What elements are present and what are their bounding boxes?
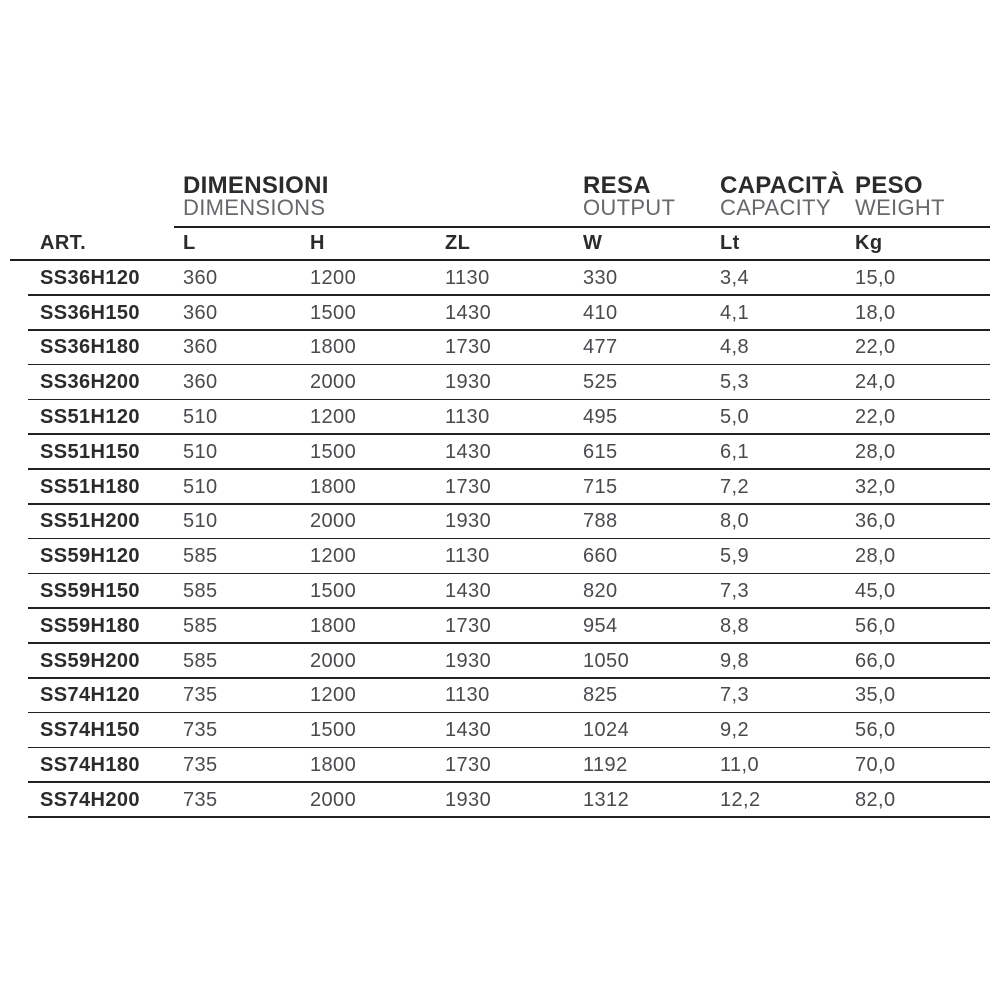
- cell-l: 735: [183, 684, 218, 707]
- table-row: [10, 470, 990, 505]
- cell-kg: 70,0: [855, 754, 896, 777]
- cell-w: 477: [583, 336, 618, 359]
- cell-zl: 1430: [445, 301, 492, 324]
- cell-h: 1800: [310, 754, 357, 777]
- group-label-secondary: OUTPUT: [583, 195, 676, 220]
- cell-kg: 22,0: [855, 406, 896, 429]
- cell-w: 954: [583, 614, 618, 637]
- cell-art: SS36H120: [40, 266, 140, 289]
- cell-l: 360: [183, 371, 218, 394]
- cell-kg: 22,0: [855, 336, 896, 359]
- cell-l: 510: [183, 510, 218, 533]
- cell-art: SS36H200: [40, 371, 140, 394]
- cell-w: 525: [583, 371, 618, 394]
- cell-zl: 1930: [445, 788, 492, 811]
- cell-art: SS36H150: [40, 301, 140, 324]
- cell-h: 2000: [310, 649, 357, 672]
- cell-art: SS59H150: [40, 580, 140, 603]
- cell-lt: 9,8: [720, 649, 750, 672]
- cell-kg: 18,0: [855, 301, 896, 324]
- cell-kg: 32,0: [855, 475, 896, 498]
- table-row: [10, 261, 990, 296]
- column-header-w: W: [583, 232, 603, 254]
- group-header-row: [10, 174, 990, 228]
- cell-lt: 5,3: [720, 371, 750, 394]
- table-row: [10, 644, 990, 679]
- cell-l: 585: [183, 649, 218, 672]
- cell-h: 1200: [310, 684, 357, 707]
- cell-kg: 35,0: [855, 684, 896, 707]
- cell-h: 1200: [310, 406, 357, 429]
- cell-h: 1500: [310, 301, 357, 324]
- cell-h: 1200: [310, 545, 357, 568]
- cell-lt: 8,0: [720, 510, 750, 533]
- table-row: [10, 609, 990, 644]
- cell-w: 660: [583, 545, 618, 568]
- cell-kg: 56,0: [855, 719, 896, 742]
- cell-w: 1050: [583, 649, 630, 672]
- table-row: [10, 296, 990, 331]
- cell-lt: 11,0: [720, 754, 760, 777]
- table-row: [10, 679, 990, 714]
- group-label-primary: CAPACITÀ: [720, 172, 845, 199]
- cell-art: SS51H200: [40, 510, 140, 533]
- cell-lt: 6,1: [720, 440, 750, 463]
- cell-w: 788: [583, 510, 618, 533]
- cell-art: SS59H180: [40, 614, 140, 637]
- cell-zl: 1130: [445, 266, 490, 289]
- table-row: [10, 748, 990, 783]
- cell-l: 360: [183, 301, 218, 324]
- cell-h: 1800: [310, 475, 357, 498]
- table-row: [10, 365, 990, 400]
- cell-lt: 4,1: [720, 301, 750, 324]
- cell-kg: 45,0: [855, 580, 896, 603]
- table-row: [10, 400, 990, 435]
- cell-w: 615: [583, 440, 618, 463]
- table-row: [10, 713, 990, 748]
- cell-l: 585: [183, 614, 218, 637]
- column-header-lt: Lt: [720, 232, 740, 254]
- group-label-primary: PESO: [855, 172, 923, 199]
- cell-art: SS74H180: [40, 754, 140, 777]
- cell-h: 1500: [310, 719, 357, 742]
- cell-art: SS74H150: [40, 719, 140, 742]
- column-header-h: H: [310, 232, 325, 254]
- cell-l: 510: [183, 475, 218, 498]
- cell-h: 1500: [310, 580, 357, 603]
- cell-art: SS51H150: [40, 440, 140, 463]
- cell-h: 2000: [310, 371, 357, 394]
- cell-w: 410: [583, 301, 618, 324]
- cell-zl: 1930: [445, 371, 492, 394]
- cell-w: 825: [583, 684, 618, 707]
- cell-zl: 1130: [445, 545, 490, 568]
- group-header-rule: [174, 226, 990, 228]
- cell-h: 1800: [310, 336, 357, 359]
- cell-zl: 1730: [445, 336, 492, 359]
- cell-kg: 36,0: [855, 510, 896, 533]
- column-header-kg: Kg: [855, 232, 883, 254]
- cell-lt: 5,0: [720, 406, 750, 429]
- table-row: [10, 331, 990, 366]
- table-row: [10, 539, 990, 574]
- cell-zl: 1430: [445, 580, 492, 603]
- group-label-primary: DIMENSIONI: [183, 172, 329, 199]
- cell-lt: 7,3: [720, 580, 750, 603]
- cell-w: 1192: [583, 754, 628, 777]
- group-header-dimensions: [183, 174, 583, 219]
- cell-lt: 3,4: [720, 266, 750, 289]
- cell-kg: 15,0: [855, 266, 896, 289]
- cell-art: SS59H120: [40, 545, 140, 568]
- cell-zl: 1930: [445, 649, 492, 672]
- cell-kg: 56,0: [855, 614, 896, 637]
- cell-lt: 12,2: [720, 788, 761, 811]
- cell-w: 1312: [583, 788, 630, 811]
- cell-lt: 4,8: [720, 336, 750, 359]
- cell-l: 360: [183, 266, 218, 289]
- column-header-l: L: [183, 232, 196, 254]
- cell-art: SS74H200: [40, 788, 140, 811]
- cell-lt: 7,2: [720, 475, 750, 498]
- table-row: [10, 783, 990, 818]
- cell-zl: 1730: [445, 614, 492, 637]
- cell-w: 330: [583, 266, 618, 289]
- cell-l: 585: [183, 580, 218, 603]
- group-label-secondary: CAPACITY: [720, 195, 831, 220]
- cell-lt: 9,2: [720, 719, 750, 742]
- cell-kg: 28,0: [855, 545, 896, 568]
- cell-lt: 8,8: [720, 614, 750, 637]
- cell-zl: 1130: [445, 684, 490, 707]
- cell-art: SS51H180: [40, 475, 140, 498]
- cell-h: 1800: [310, 614, 357, 637]
- cell-lt: 5,9: [720, 545, 750, 568]
- table-row: [10, 435, 990, 470]
- table-row: [10, 505, 990, 540]
- cell-h: 2000: [310, 788, 357, 811]
- cell-lt: 7,3: [720, 684, 750, 707]
- cell-h: 1500: [310, 440, 357, 463]
- specifications-table: [10, 174, 990, 818]
- cell-zl: 1930: [445, 510, 492, 533]
- cell-l: 735: [183, 719, 218, 742]
- cell-w: 495: [583, 406, 618, 429]
- cell-h: 1200: [310, 266, 357, 289]
- cell-zl: 1730: [445, 754, 492, 777]
- cell-kg: 66,0: [855, 649, 896, 672]
- cell-l: 735: [183, 754, 218, 777]
- cell-zl: 1130: [445, 406, 490, 429]
- cell-art: SS74H120: [40, 684, 140, 707]
- table-body: [10, 261, 990, 818]
- column-header-row: [10, 228, 990, 261]
- cell-kg: 24,0: [855, 371, 896, 394]
- group-header-weight: [855, 174, 990, 219]
- cell-l: 510: [183, 440, 218, 463]
- column-header-zl: ZL: [445, 232, 471, 254]
- group-label-secondary: DIMENSIONS: [183, 195, 326, 220]
- group-label-primary: RESA: [583, 172, 651, 199]
- cell-l: 735: [183, 788, 218, 811]
- cell-w: 715: [583, 475, 618, 498]
- cell-art: SS36H180: [40, 336, 140, 359]
- cell-l: 585: [183, 545, 218, 568]
- cell-l: 360: [183, 336, 218, 359]
- group-label-secondary: WEIGHT: [855, 195, 945, 220]
- cell-l: 510: [183, 406, 218, 429]
- cell-w: 1024: [583, 719, 630, 742]
- cell-h: 2000: [310, 510, 357, 533]
- cell-zl: 1730: [445, 475, 492, 498]
- cell-art: SS59H200: [40, 649, 140, 672]
- cell-zl: 1430: [445, 719, 492, 742]
- cell-art: SS51H120: [40, 406, 140, 429]
- cell-kg: 82,0: [855, 788, 896, 811]
- group-header-output: [583, 174, 720, 219]
- table-row: [10, 574, 990, 609]
- cell-zl: 1430: [445, 440, 492, 463]
- group-header-capacity: [720, 174, 855, 219]
- column-header-art: ART.: [40, 232, 87, 254]
- cell-kg: 28,0: [855, 440, 896, 463]
- cell-w: 820: [583, 580, 618, 603]
